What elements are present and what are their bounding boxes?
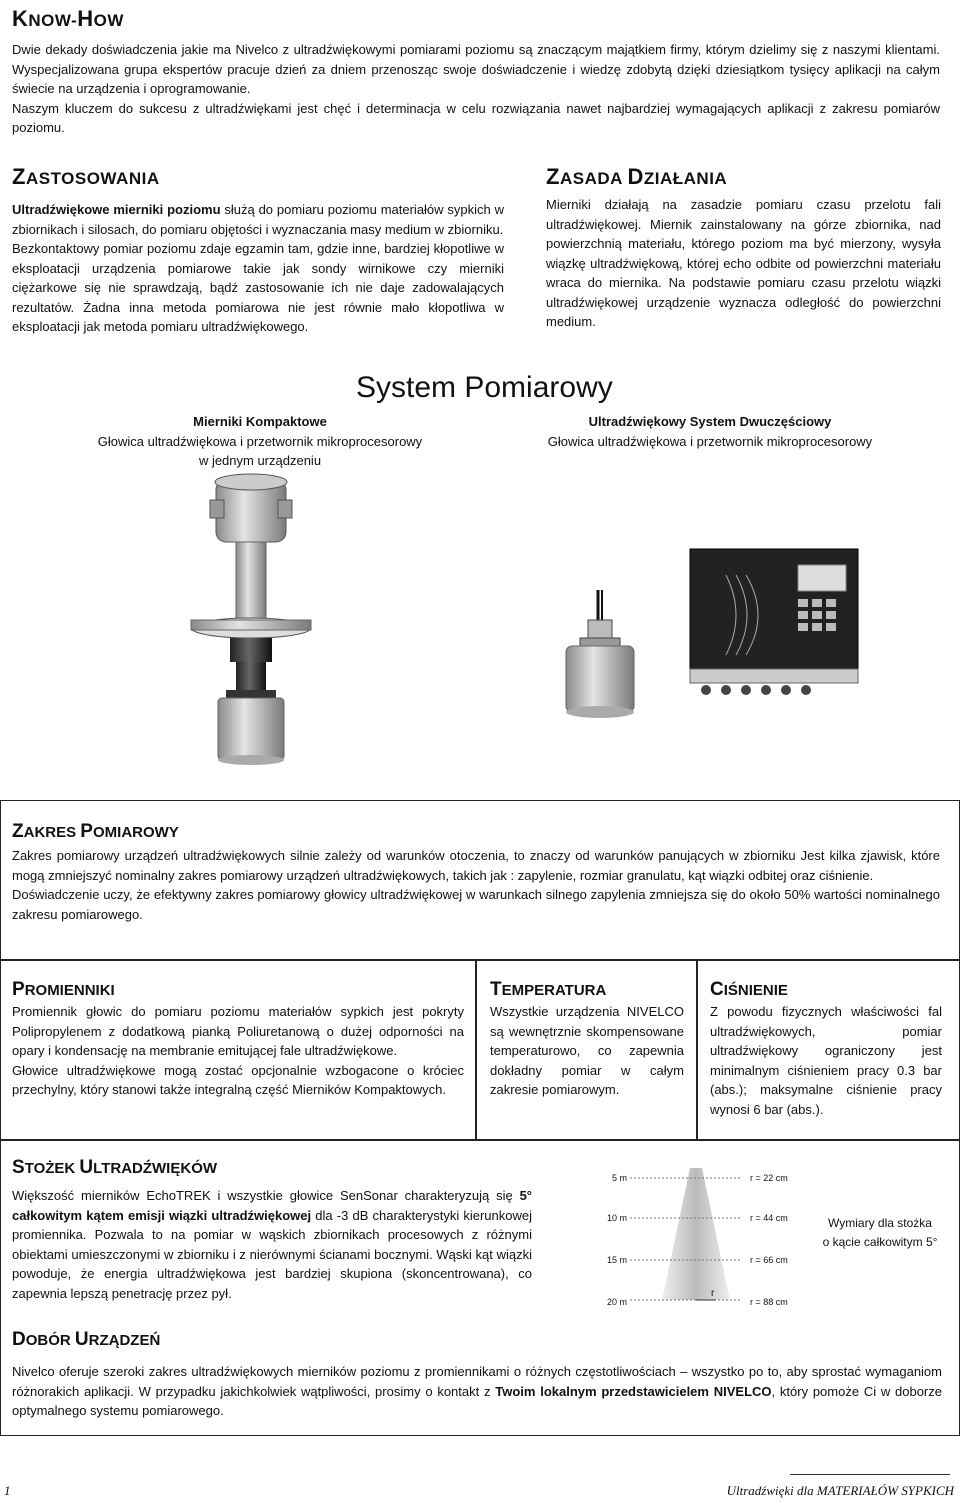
transmitter-image bbox=[686, 545, 862, 700]
promienniki-title: PROMIENNIKI bbox=[12, 979, 115, 1000]
system-title: System Pomiarowy bbox=[356, 371, 613, 404]
system-right-caption: Ultradźwiękowy System Dwuczęściowy Głowica ultradźwiękowa i przetwornik mikroprocesorowy bbox=[547, 414, 873, 449]
cisnienie-title: CIŚNIENIE bbox=[710, 979, 788, 1000]
cisnienie-body: Z powodu fizycznych właściwości fal ultradźwiękowych, pomiar ultradźwiękowy ograniczony jest minimalnym ciśnieniem pracy 0.3 bar (abs.); maksymalne ciśnienie pracy wynosi 6 bar (abs.). bbox=[710, 1004, 942, 1117]
zastosowania-title: ZASTOSOWANIA bbox=[12, 164, 160, 189]
footer-rule bbox=[790, 1474, 950, 1475]
temperatura-title: TEMPERATURA bbox=[490, 979, 607, 1000]
cone-distance-label: 20 m bbox=[607, 1297, 628, 1307]
cone-radius-label: r = 88 cm bbox=[750, 1297, 788, 1307]
cone-distance-label: 10 m bbox=[607, 1213, 628, 1223]
cone-r-label: r bbox=[711, 1288, 715, 1299]
cone-distance-label: 5 m bbox=[612, 1173, 628, 1183]
zasada-body: Mierniki działają na zasadzie pomiaru czasu przelotu fali ultradźwiękowej. Miernik zainstalowany na górze zbiornika, nad powierzchnią materiału, którego poziom ma być mierzony, wysyła wiązkę ultradźwiękową, której echo odbite od powierzchni materiału wraca do miernika. Na podstawie pomiaru czasu przelotu wiązki ultradźwiękowej urządzenie wyznacza odległość do powierzchni medium. bbox=[546, 197, 941, 329]
footer-title: Ultradźwięki dla MATERIAŁÓW SYPKICH bbox=[726, 1483, 954, 1498]
page-number: 1 bbox=[4, 1483, 11, 1498]
zasada-title: ZASADA DZIAŁANIA bbox=[546, 164, 728, 189]
cone-caption: Wymiary dla stożka o kącie całkowitym 5° bbox=[822, 1216, 938, 1250]
cone-radius-label: r = 44 cm bbox=[750, 1213, 788, 1223]
cone-distance-label: 15 m bbox=[607, 1255, 628, 1265]
cone-radius-label: r = 66 cm bbox=[750, 1255, 788, 1265]
knowhow-title: KNOW-HOW bbox=[12, 6, 124, 31]
zakres-title: ZAKRES POMIAROWY bbox=[12, 821, 179, 842]
system-left-caption: Mierniki Kompaktowe Głowica ultradźwiękowa i przetwornik mikroprocesorowy w jednym urządzeniu bbox=[97, 414, 423, 468]
stozek-title: STOŻEK ULTRADŹWIĘKÓW bbox=[12, 1157, 218, 1178]
dobor-title: DOBÓR URZĄDZEŃ bbox=[12, 1329, 161, 1350]
cone-radius-label: r = 22 cm bbox=[750, 1173, 788, 1183]
temperatura-body: Wszystkie urządzenia NIVELCO są wewnętrznie skompensowane temperaturowo, co zapewnia dokładny pomiar w całym zakresie pomiarowym. bbox=[490, 1004, 684, 1097]
compact-meter-image bbox=[180, 470, 320, 770]
knowhow-body: Dwie dekady doświadczenia jakie ma Nivelco z ultradźwiękowymi pomiarami poziomu są znaczącym majątkiem firmy, którym dzielimy się z naszymi klientami. Wyspecjalizowana grupa ekspertów pracuje dzień za dniem przenosząc swoje doświadczenie i wiedzę zdobytą dzięki dziesiątkom tysięcy aplikacji na całym świecie na urządzenia i oprogramowanie. Naszym kluczem do sukcesu z ultradźwiękami jest chęć i determinacja w celu rozwiązania nawet najbardziej wymagających aplikacji z zakresu pomiarów poziomu. bbox=[12, 42, 940, 135]
promienniki-body: Promiennik głowic do pomiaru poziomu materiałów sypkich jest pokryty Polipropylenem z dodatkową pianką Poliuretanową o dużej odporności na opary i kondensację na membranie emitującej fale ultradźwiękowe. Głowice ultradźwiękowe mogą zostać opcjonalnie wzbogacone o króciec przechylny, który stanowi także integralną część Mierników Kompaktowych. bbox=[12, 1004, 464, 1097]
zastosowania-body: Ultradźwiękowe mierniki poziomu służą do pomiaru poziomu materiałów sypkich w zbiornikach i silosach, do pomiaru objętości i wyznaczania masy medium w zbiorniku. Bezkontaktowy pomiar poziomu zdaje egzamin tam, gdzie inne, bardziej kłopotliwe w eksploatacji urządzenia pomiarowe takie jak sondy wirnikowe czy mierniki ciężarkowe się nie sprawdzają, bądź zastosowanie ich nie daje zadowalających rezultatów. Żadna inna metoda pomiarowa nie jest równie mało kłopotliwa w eksploatacji jak metoda pomiaru ultradźwiękowego. bbox=[12, 202, 504, 334]
sensor-head-image bbox=[560, 590, 640, 720]
zakres-body: Zakres pomiarowy urządzeń ultradźwiękowych silnie zależy od warunków otoczenia, to znaczy od warunków panujących w zbiorniku Jest kilka zjawisk, które mogą zmniejszyć nominalny zakres pomiarowy urządzeń ultradźwiękowych, takich jak : zapylenie, rozmiar granulatu, kąt wiązki odbitej oraz ciśnienie. Doświadczenie uczy, że efektywny zakres pomiarowy głowicy ultradźwiękowej w warunkach silnego zapylenia zmniejsza się do około 50% wartości nominalnego zakresu pomiarowego. bbox=[12, 848, 940, 922]
dobor-body: Nivelco oferuje szeroki zakres ultradźwiękowych mierników poziomu z promiennikami o różnych częstotliwościach – wszystko po to, aby sprostać wymaganiom różnorakich aplikacji. W przypadku jakichkolwiek wątpliwości, prosimy o kontakt z Twoim lokalnym przedstawicielem NIVELCO, który pomoże Ci w doborze optymalnego systemu pomiarowego. bbox=[12, 1364, 942, 1418]
stozek-body: Większość mierników EchoTREK i wszystkie głowice SenSonar charakteryzują się 5° całkowitym kątem emisji wiązki ultradźwiękowej dla -3 dB charakterystyki kierunkowej promiennika. Pozwala to na pomiar w wąskich zbiornikach procesowych z różnymi obiektami umieszczonymi w zbiorniku i z nierównymi ścianami bocznymi. Wąski kąt wiązki powoduje, że energia ultradźwiękowa jest bardziej skupiona (skoncentrowana), co zapewnia lepszą penetrację przez pył. bbox=[12, 1188, 533, 1301]
